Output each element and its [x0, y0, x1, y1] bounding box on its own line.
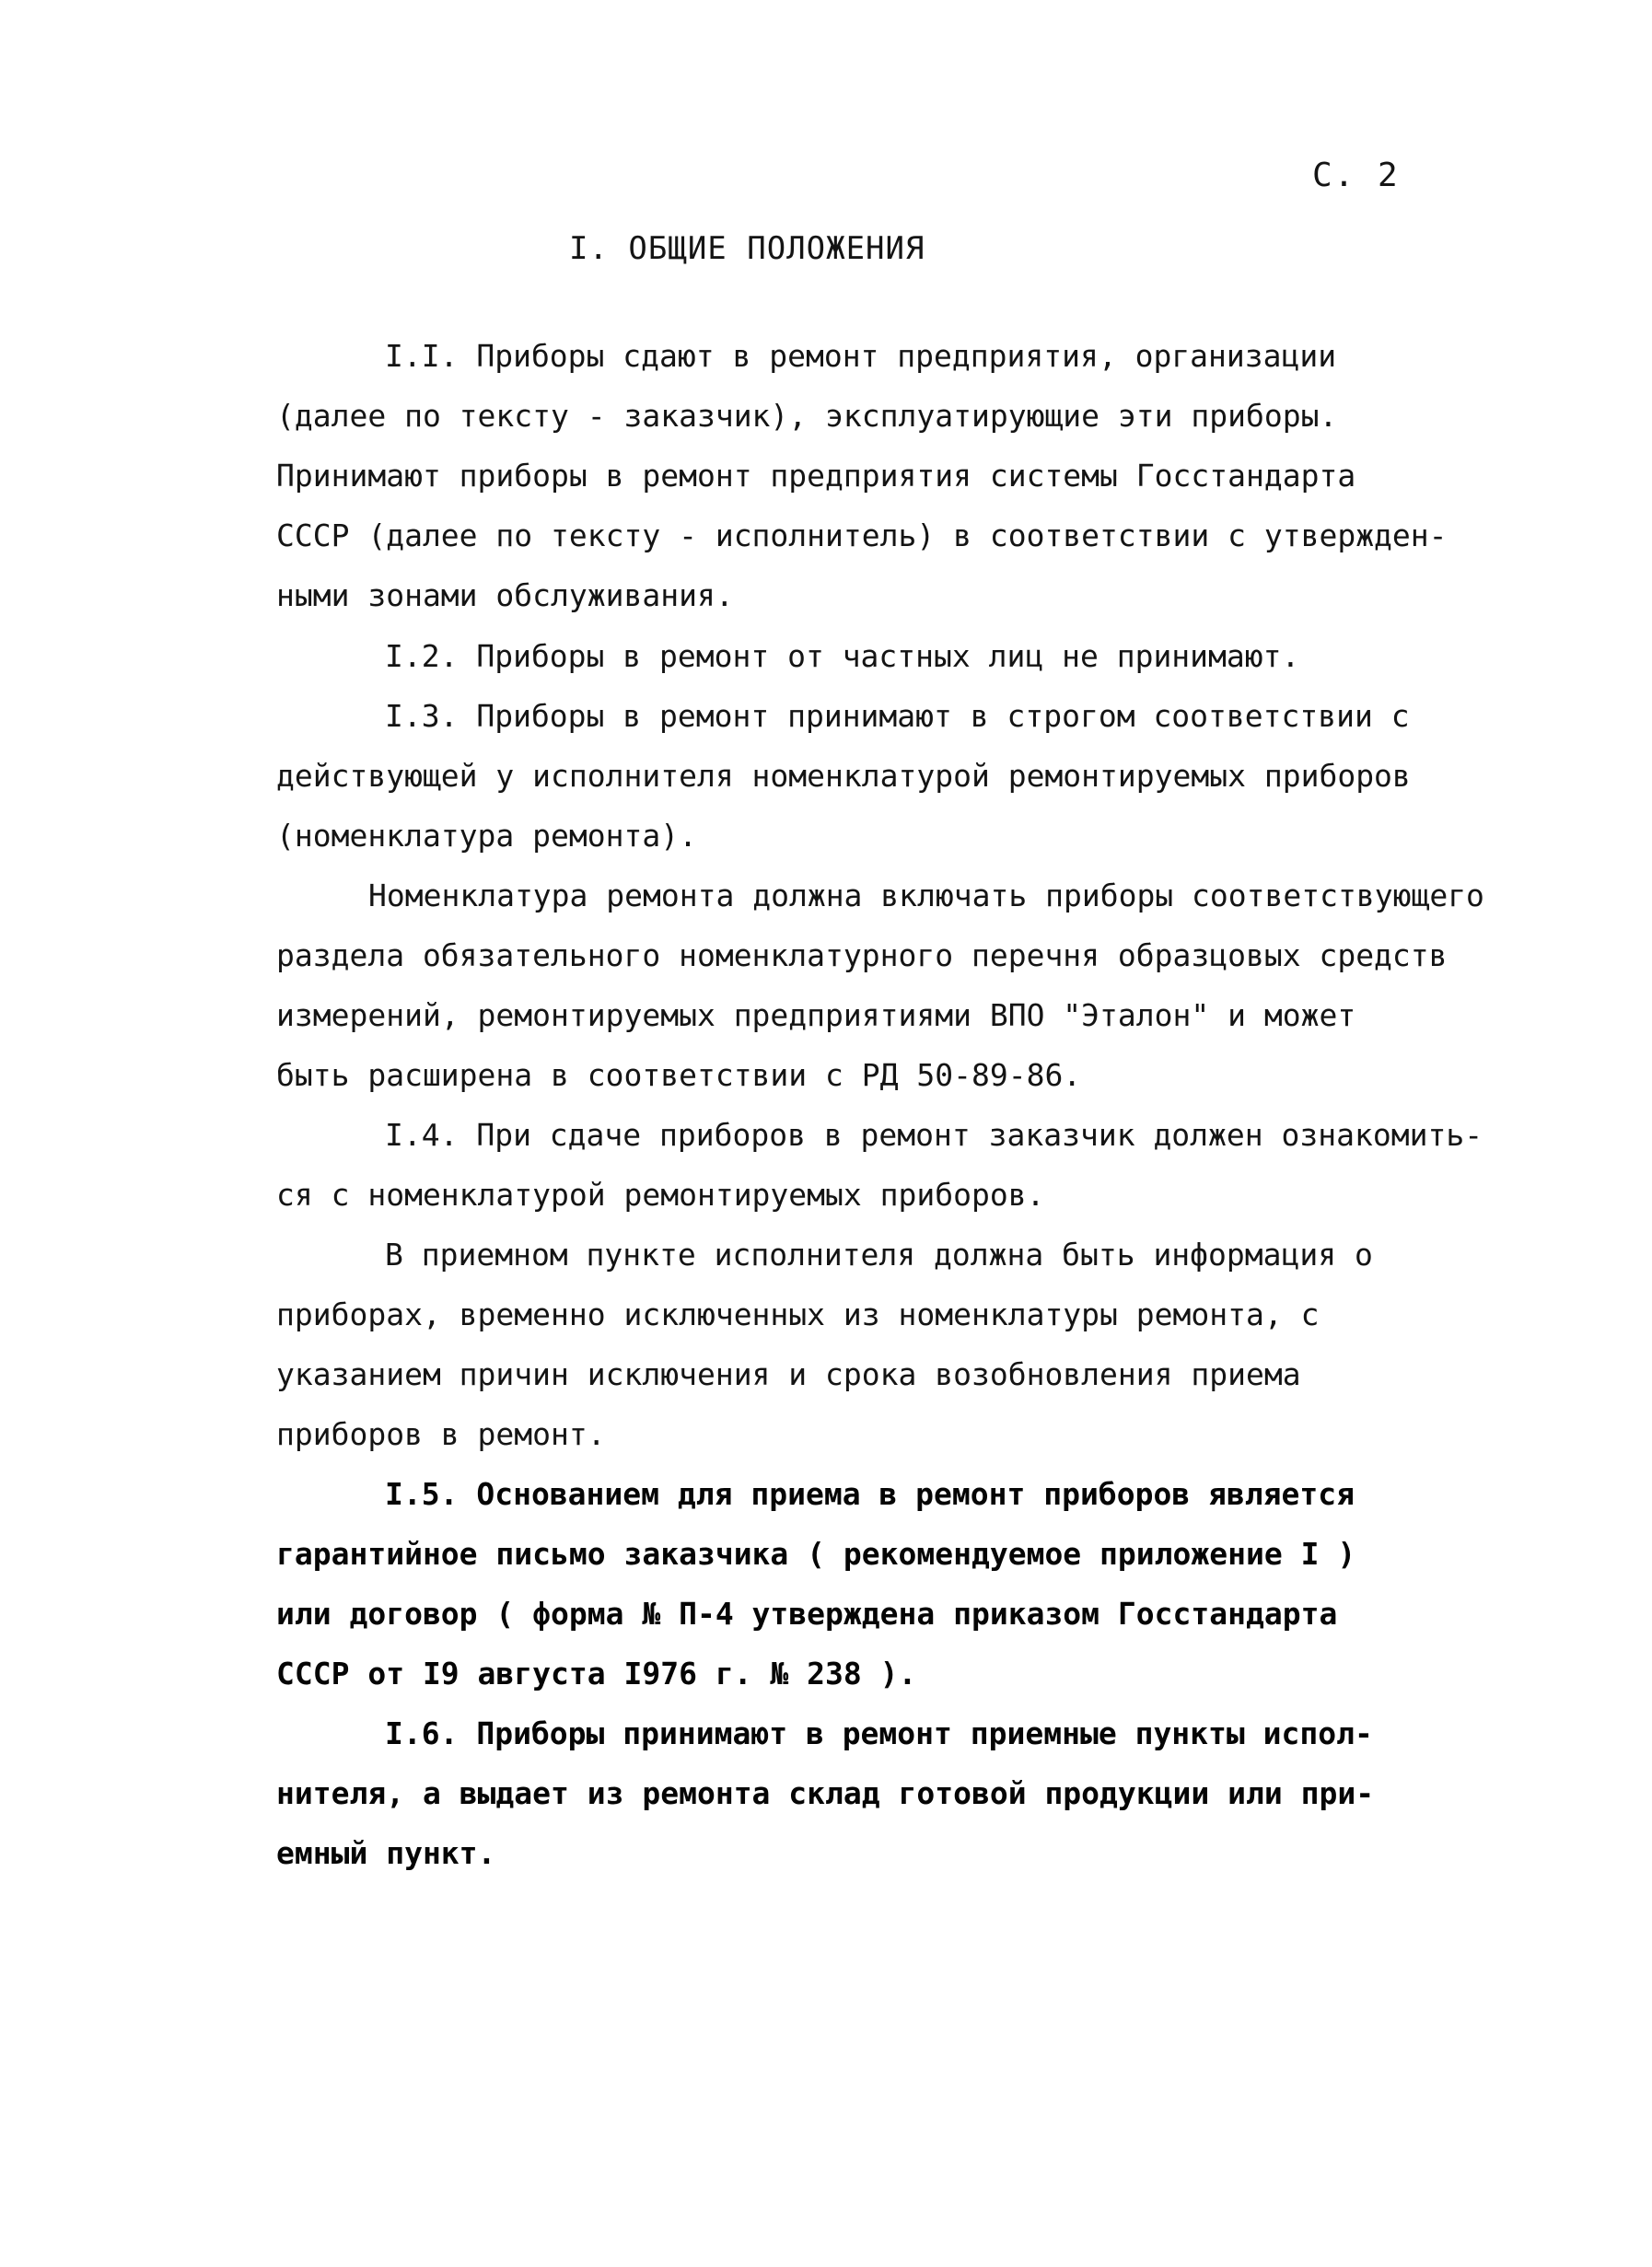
paragraph-line: раздела обязательного номенклатурного перечня образцовых средств — [276, 937, 1448, 973]
paragraph-line: нителя, а выдает из ремонта склад готовой продукции или при- — [276, 1775, 1375, 1811]
paragraph-line: измерений, ремонтируемых предприятиями ВПО "Эталон" и может — [276, 997, 1356, 1033]
paragraph-line: (далее по тексту - заказчик), эксплуатирующие эти приборы. — [276, 398, 1338, 434]
paragraph-line: (номенклатура ремонта). — [276, 818, 697, 854]
paragraph-line: В приемном пункте исполнителя должна быть информация о — [385, 1237, 1373, 1273]
paragraph-line: быть расширена в соответствии с РД 50-89-86. — [276, 1057, 1082, 1093]
paragraph-line: Номенклатура ремонта должна включать приборы соответствующего — [368, 878, 1484, 913]
section-heading: I. ОБЩИЕ ПОЛОЖЕНИЯ — [569, 230, 925, 267]
paragraph-line: приборах, временно исключенных из номенклатуры ремонта, с — [276, 1296, 1320, 1332]
paragraph-line: ся с номенклатурой ремонтируемых приборов. — [276, 1177, 1045, 1213]
paragraph-line: приборов в ремонт. — [276, 1416, 606, 1452]
paragraph-line: I.4. При сдаче приборов в ремонт заказчик должен ознакомить- — [385, 1117, 1483, 1153]
paragraph-line: указанием причин исключения и срока возобновления приема — [276, 1356, 1301, 1392]
paragraph-line: гарантийное письмо заказчика ( рекомендуемое приложение I ) — [276, 1536, 1356, 1572]
paragraph-line: I.2. Приборы в ремонт от частных лиц не принимают. — [385, 638, 1300, 674]
paragraph-line: ными зонами обслуживания. — [276, 577, 734, 613]
paragraph-line: или договор ( форма № П-4 утверждена приказом Госстандарта — [276, 1596, 1338, 1632]
paragraph-line: СССР (далее по тексту - исполнитель) в соответствии с утвержден- — [276, 517, 1448, 553]
paragraph-line: I.3. Приборы в ремонт принимают в строгом соответствии с — [385, 698, 1410, 734]
page-number: С. 2 — [1312, 157, 1400, 194]
paragraph-line: I.6. Приборы принимают в ремонт приемные пункты испол- — [385, 1715, 1373, 1751]
paragraph-line: I.5. Основанием для приема в ремонт приборов является — [385, 1476, 1355, 1512]
paragraph-line: действующей у исполнителя номенклатурой ремонтируемых приборов — [276, 758, 1411, 794]
paragraph-line: емный пункт. — [276, 1835, 496, 1871]
paragraph-line: СССР от I9 августа I976 г. № 238 ). — [276, 1656, 917, 1692]
paragraph-line: Принимают приборы в ремонт предприятия системы Госстандарта — [276, 458, 1356, 494]
paragraph-line: I.I. Приборы сдают в ремонт предприятия, организации — [385, 338, 1337, 374]
